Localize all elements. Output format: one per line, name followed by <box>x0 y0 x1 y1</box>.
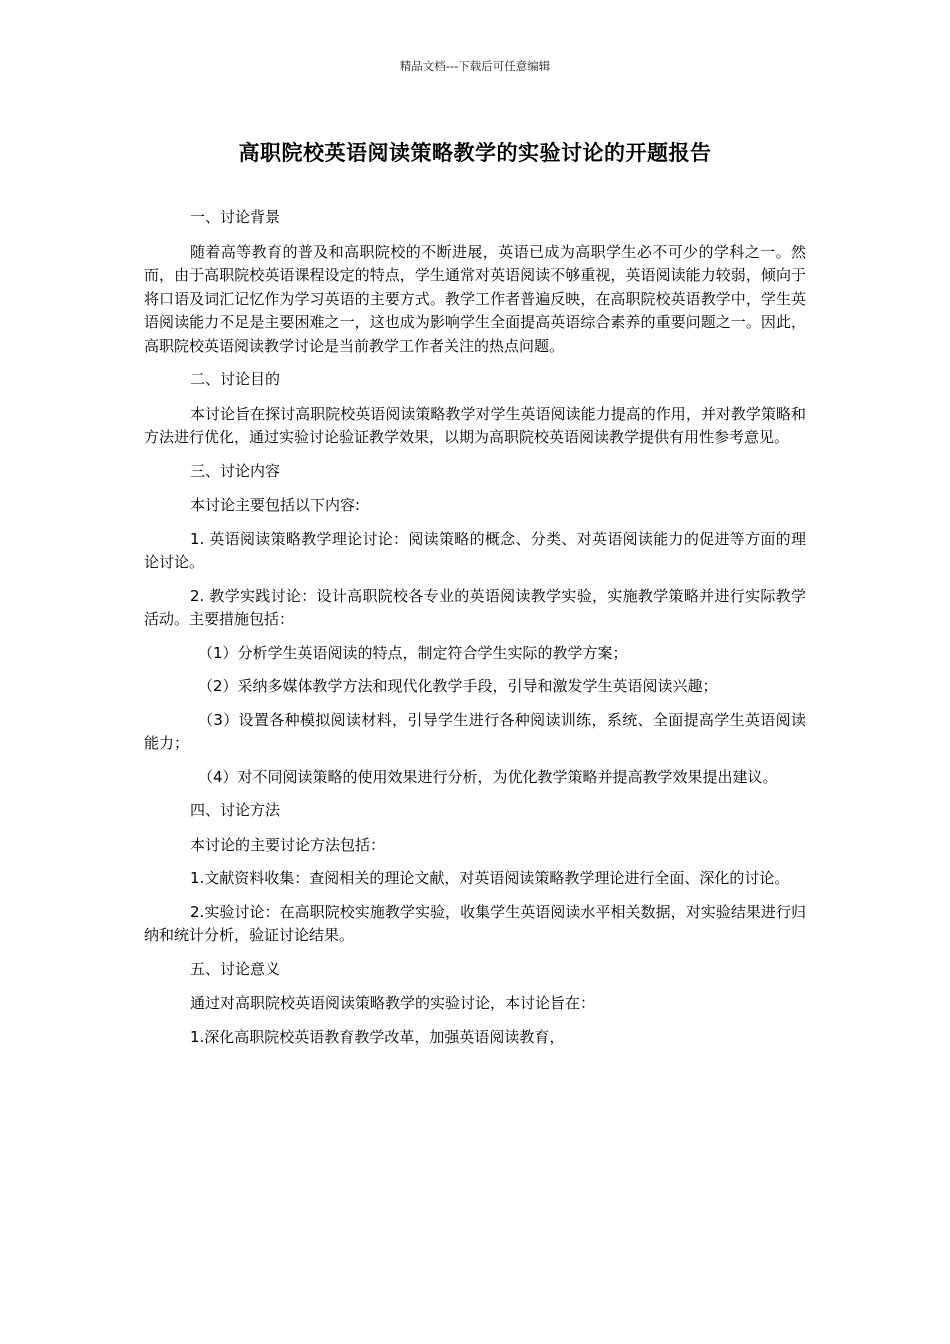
list-paragraph: 2.实验讨论：在高职院校实施教学实验，收集学生英语阅读水平相关数据，对实验结果进行归纳和统计分析，验证讨论结果。 <box>144 902 806 944</box>
sub-list-item: （3）设置各种模拟阅读材料，引导学生进行各种阅读训练，系统、全面提高学生英语阅读能力； <box>144 710 806 752</box>
paragraph: 本讨论旨在探讨高职院校英语阅读策略教学对学生英语阅读能力提高的作用，并对教学策略和方法进行优化，通过实验讨论验证教学效果，以期为高职院校英语阅读教学提供有用性参考意见。 <box>144 404 806 446</box>
sub-list-item: （4）对不同阅读策略的使用效果进行分析，为优化教学策略并提高教学效果提出建议。 <box>198 767 778 786</box>
list-paragraph: 1.深化高职院校英语教育教学改革，加强英语阅读教育， <box>190 1027 565 1046</box>
list-paragraph: 2. 教学实践讨论：设计高职院校各专业的英语阅读教学实验，实施教学策略并进行实际教学活动。主要措施包括： <box>144 586 806 628</box>
section-heading: 五、讨论意义 <box>190 959 281 978</box>
section-heading: 一、讨论背景 <box>190 208 281 226</box>
paragraph: 随着高等教育的普及和高职院校的不断进展，英语已成为高职学生必不可少的学科之一。然而，由于高职院校英语课程设定的特点，学生通常对英语阅读不够重视，英语阅读能力较弱，倾向于将口语及词汇记忆作为学习英语的主要方式。教学工作者普遍反映，在高职院校英语教学中，学生英语阅读能力不足是主要困难之一，这也成为影响学生全面提高英语综合素养的重要问题之一。因此，高职院校英语阅读教学讨论是当前教学工作者关注的热点问题。 <box>144 242 806 355</box>
section-heading: 四、讨论方法 <box>190 801 281 819</box>
section-heading: 二、讨论目的 <box>190 370 281 388</box>
paragraph: 通过对高职院校英语阅读策略教学的实验讨论，本讨论旨在： <box>190 994 596 1012</box>
document-title: 高职院校英语阅读策略教学的实验讨论的开题报告 <box>238 141 712 165</box>
document-body <box>144 206 806 1059</box>
sub-list-item: （1）分析学生英语阅读的特点，制定符合学生实际的教学方案； <box>198 643 628 662</box>
list-paragraph: 1.文献资料收集：查阅相关的理论文献，对英语阅读策略教学理论进行全面、深化的讨论。 <box>190 869 790 887</box>
section-heading: 三、讨论内容 <box>190 461 281 480</box>
page-header: 精品文档---下载后可任意编辑 <box>399 59 551 73</box>
list-paragraph: 1. 英语阅读策略教学理论讨论：阅读策略的概念、分类、对英语阅读能力的促进等方面的理论讨论。 <box>144 529 806 571</box>
sub-list-item: （2）采纳多媒体教学方法和现代化教学手段，引导和激发学生英语阅读兴趣； <box>198 677 718 695</box>
paragraph: 本讨论主要包括以下内容: <box>190 496 361 514</box>
paragraph: 本讨论的主要讨论方法包括： <box>190 835 386 854</box>
